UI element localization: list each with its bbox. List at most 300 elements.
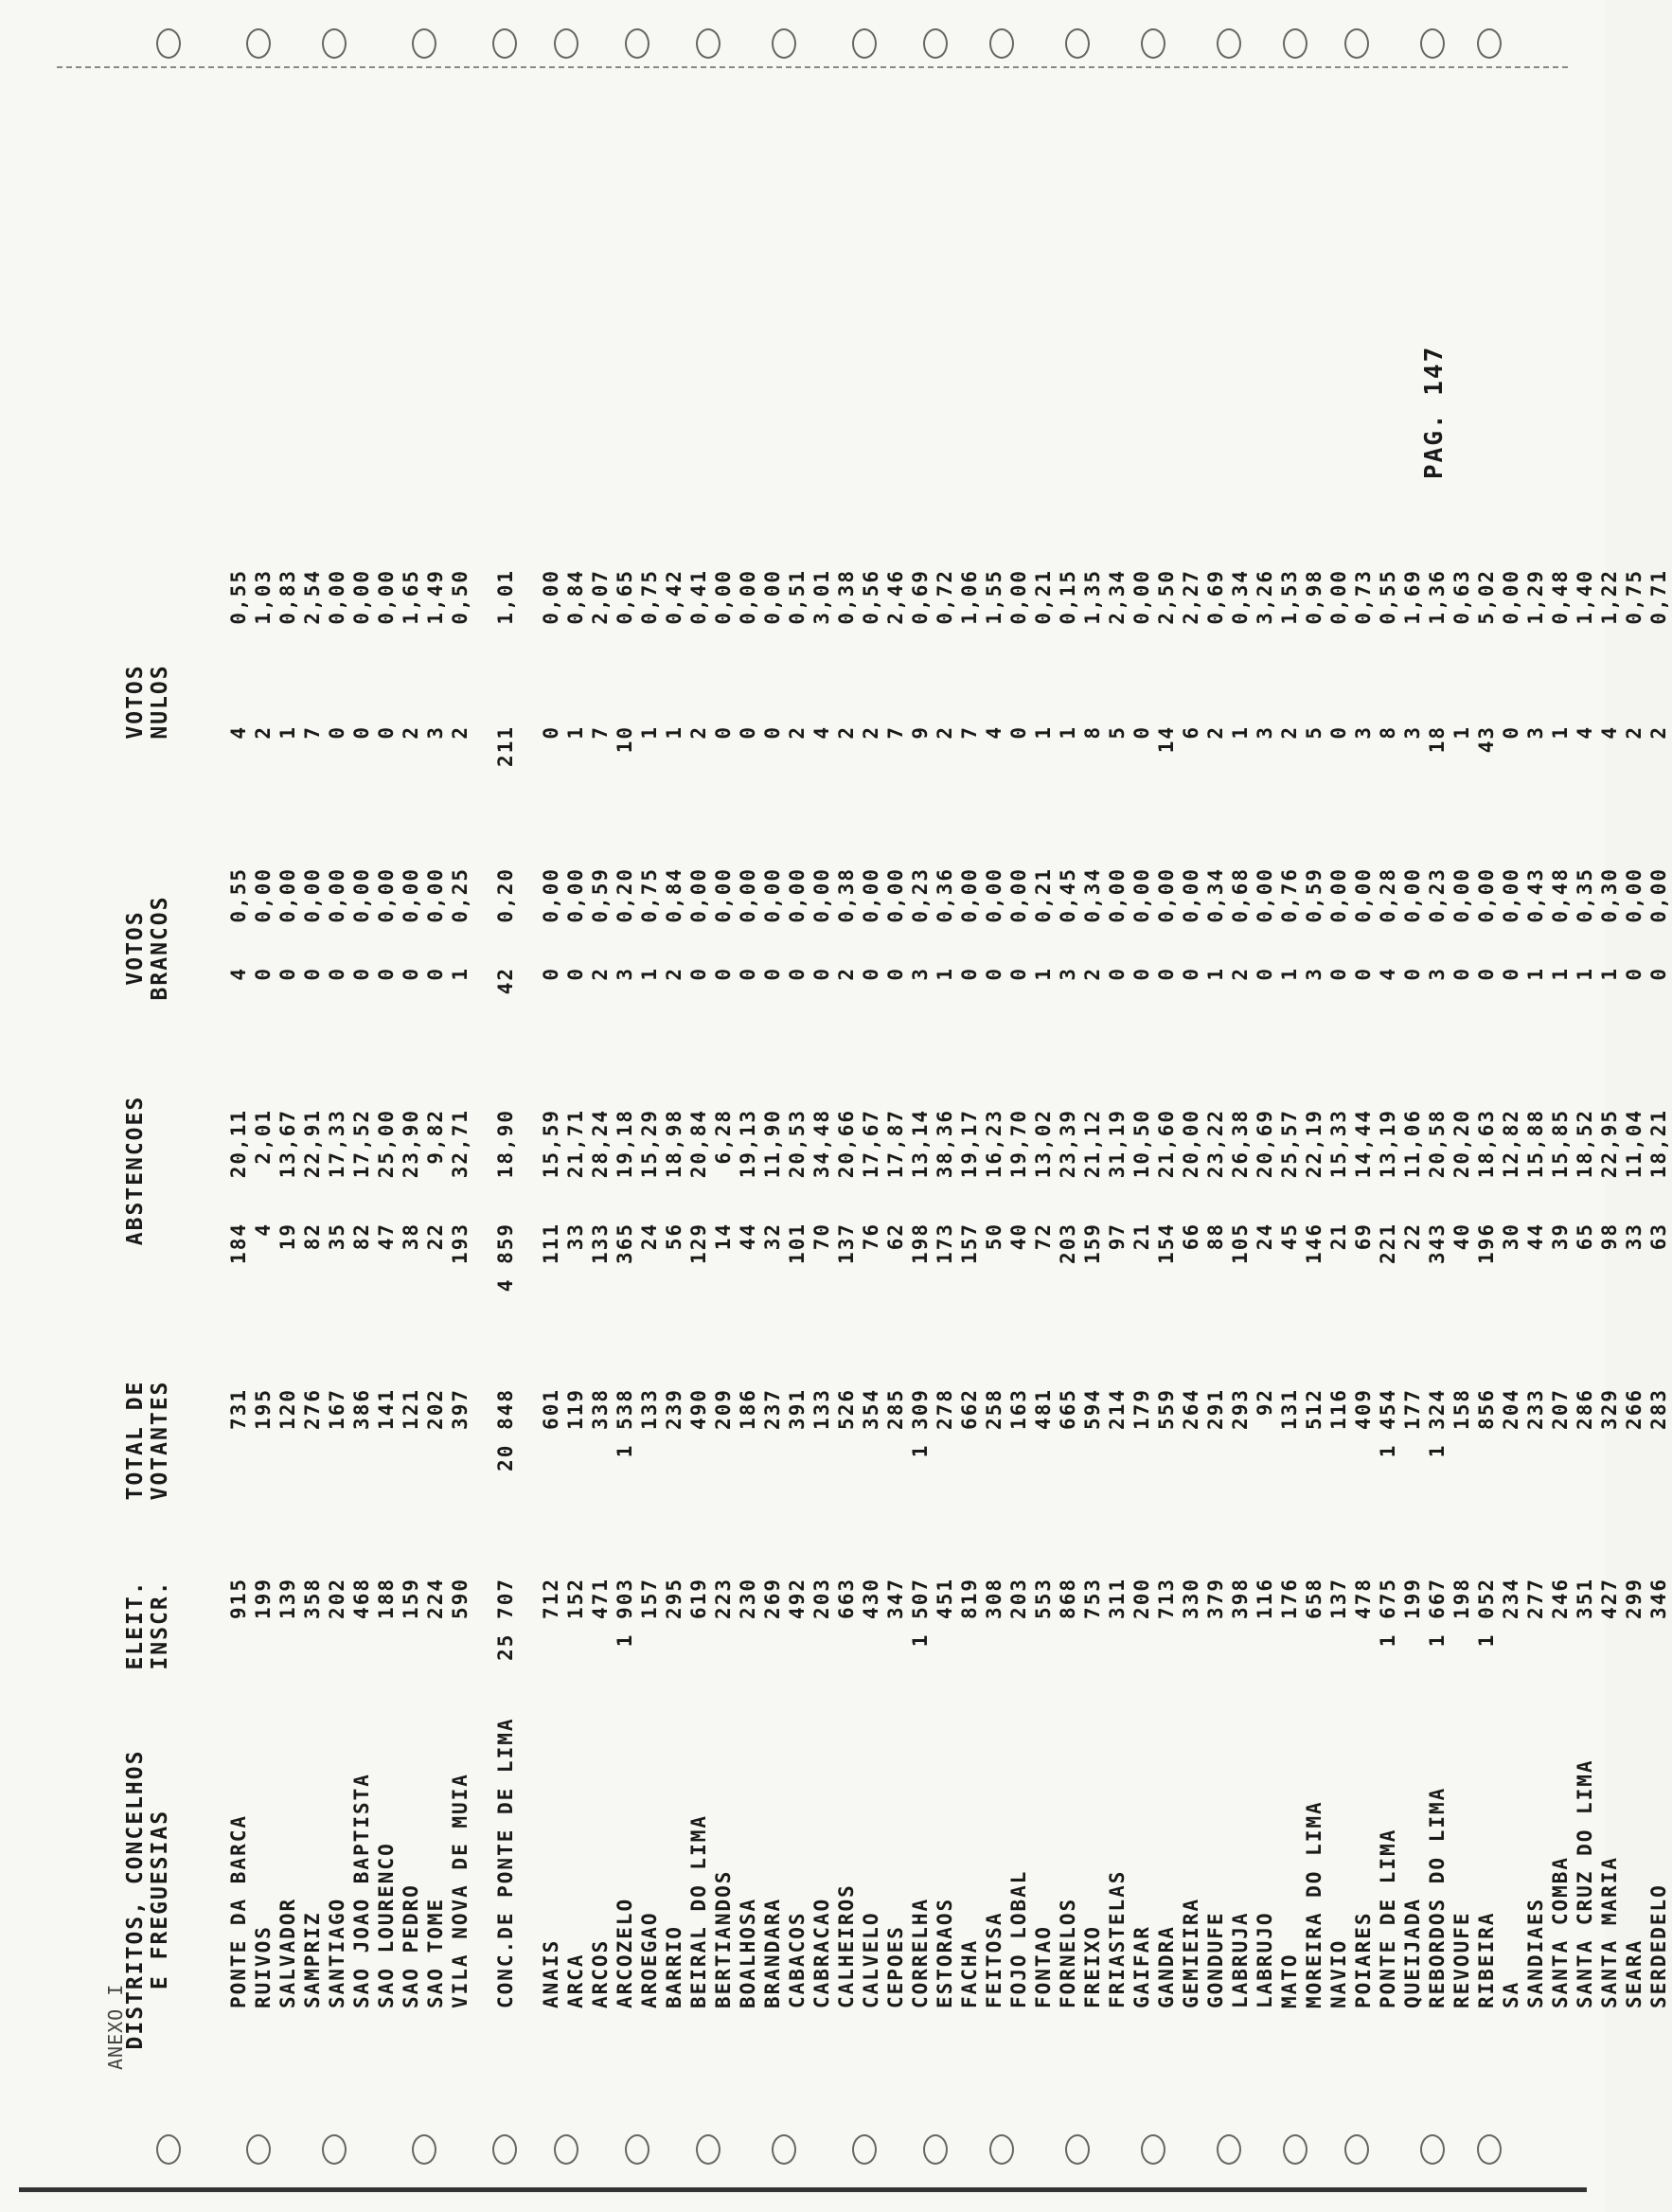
abstention-percent: 18,98: [663, 1109, 685, 1179]
abstention-percent: 6,28: [712, 1109, 735, 1165]
blank-percent: 0,28: [1377, 867, 1399, 923]
blank-votes: 0: [1327, 967, 1350, 981]
registered-voters: 203: [1007, 1578, 1030, 1619]
registered-voters: 137: [1327, 1578, 1350, 1619]
registered-voters: 176: [1278, 1578, 1301, 1619]
registered-voters: 346: [1647, 1578, 1670, 1619]
table-row: [958, 0, 983, 2212]
table-row: [1327, 0, 1352, 2212]
abstention-percent: 13,19: [1377, 1109, 1399, 1179]
abstentions: 76: [860, 1222, 882, 1251]
running-head: ANEXO I: [104, 1983, 127, 2070]
null-percent: 1,01: [494, 569, 517, 625]
total-voters: 167: [326, 1388, 348, 1430]
abstentions: 56: [663, 1222, 685, 1251]
null-percent: 0,71: [1647, 569, 1670, 625]
parish-name: FONTAO: [1032, 1925, 1055, 2008]
blank-percent: 0,36: [934, 867, 956, 923]
blank-votes: 0: [983, 967, 1005, 981]
null-percent: 1,55: [983, 569, 1005, 625]
blank-percent: 0,00: [737, 867, 759, 923]
table-row: [909, 0, 934, 2212]
blank-percent: 0,00: [1155, 867, 1178, 923]
null-votes: 2: [1204, 725, 1227, 740]
null-percent: 0,48: [1549, 569, 1572, 625]
parish-name: REBORDOS DO LIMA: [1426, 1786, 1449, 2008]
registered-voters: 430: [860, 1578, 882, 1619]
table-row: [301, 0, 326, 2212]
total-voters: 209: [712, 1388, 735, 1430]
registered-voters: 157: [638, 1578, 661, 1619]
registered-voters: 590: [449, 1578, 471, 1619]
table-row: [835, 0, 860, 2212]
page-number: PAG. 147: [1420, 345, 1449, 479]
abstention-percent: 25,57: [1278, 1109, 1301, 1179]
total-voters: 163: [1007, 1388, 1030, 1430]
null-percent: 0,84: [564, 569, 587, 625]
blank-percent: 0,00: [252, 867, 275, 923]
abstentions: 19: [276, 1222, 299, 1251]
null-votes: 4: [227, 725, 250, 740]
blank-votes: 4: [1377, 967, 1399, 981]
blank-percent: 0,00: [350, 867, 373, 923]
blank-votes: 1: [449, 967, 471, 981]
table-row: [1401, 0, 1426, 2212]
table-row: [350, 0, 375, 2212]
blank-percent: 0,00: [1475, 867, 1498, 923]
blank-votes: 0: [350, 967, 373, 981]
blank-votes: 1: [638, 967, 661, 981]
abstentions: 111: [540, 1222, 562, 1264]
blank-percent: 0,00: [375, 867, 398, 923]
null-percent: 1,53: [1278, 569, 1301, 625]
null-percent: 0,65: [614, 569, 636, 625]
total-voters: 266: [1623, 1388, 1645, 1430]
parish-name: SAMPRIZ: [301, 1911, 324, 2008]
null-percent: 1,69: [1401, 569, 1424, 625]
blank-percent: 0,00: [1401, 867, 1424, 923]
registered-voters: 200: [1130, 1578, 1153, 1619]
blank-percent: 0,00: [860, 867, 882, 923]
abstention-percent: 20,69: [1254, 1109, 1276, 1179]
blank-percent: 0,00: [1254, 867, 1276, 923]
table-row: [1106, 0, 1130, 2212]
parish-name: SAO PEDRO: [400, 1883, 422, 2008]
abstentions: 159: [1081, 1222, 1104, 1264]
table-row: [687, 0, 712, 2212]
blank-percent: 0,00: [1623, 867, 1645, 923]
null-votes: 6: [1180, 725, 1202, 740]
abstentions: 35: [326, 1222, 348, 1251]
blank-votes: 3: [1057, 967, 1079, 981]
blank-percent: 0,21: [1032, 867, 1055, 923]
blank-votes: 0: [375, 967, 398, 981]
total-voters: 116: [1327, 1388, 1350, 1430]
blank-percent: 0,75: [638, 867, 661, 923]
null-percent: 0,00: [1130, 569, 1153, 625]
null-percent: 1,29: [1524, 569, 1547, 625]
registered-voters: 1 675: [1377, 1578, 1399, 1648]
blank-votes: 1: [1204, 967, 1227, 981]
abstention-percent: 21,71: [564, 1109, 587, 1179]
blank-percent: 0,23: [1426, 867, 1449, 923]
blank-percent: 0,23: [909, 867, 932, 923]
registered-voters: 451: [934, 1578, 956, 1619]
blank-percent: 0,00: [983, 867, 1005, 923]
blank-percent: 0,00: [1647, 867, 1670, 923]
abstentions: 21: [1130, 1222, 1153, 1251]
table-row: [449, 0, 473, 2212]
registered-voters: 492: [786, 1578, 809, 1619]
blank-percent: 0,30: [1598, 867, 1621, 923]
blank-percent: 0,00: [1500, 867, 1522, 923]
null-votes: 0: [761, 725, 784, 740]
abstention-percent: 32,71: [449, 1109, 471, 1179]
table-row: [1598, 0, 1623, 2212]
blank-votes: 3: [909, 967, 932, 981]
null-percent: 1,49: [424, 569, 447, 625]
abstention-percent: 28,24: [589, 1109, 612, 1179]
total-voters: 391: [786, 1388, 809, 1430]
table-row: [424, 0, 449, 2212]
abstentions: 196: [1475, 1222, 1498, 1264]
parish-name: BOALHOSA: [737, 1897, 759, 2008]
null-votes: 0: [1130, 725, 1153, 740]
total-voters: 207: [1549, 1388, 1572, 1430]
blank-percent: 0,00: [301, 867, 324, 923]
null-votes: 7: [301, 725, 324, 740]
null-votes: 43: [1475, 725, 1498, 754]
parish-name: SANTA MARIA: [1598, 1855, 1621, 2008]
null-percent: 2,54: [301, 569, 324, 625]
registered-voters: 139: [276, 1578, 299, 1619]
registered-voters: 468: [350, 1578, 373, 1619]
null-votes: 3: [1352, 725, 1375, 740]
parish-name: BRANDARA: [761, 1897, 784, 2008]
null-votes: 1: [276, 725, 299, 740]
registered-voters: 1 052: [1475, 1578, 1498, 1648]
blank-votes: 0: [761, 967, 784, 981]
parish-name: AROEGAO: [638, 1911, 661, 2008]
parish-name: SEARA: [1623, 1938, 1645, 2008]
abstention-percent: 17,33: [326, 1109, 348, 1179]
parish-name: VILA NOVA DE MUIA: [449, 1773, 471, 2008]
null-percent: 0,42: [663, 569, 685, 625]
blank-votes: 1: [1598, 967, 1621, 981]
registered-voters: 347: [884, 1578, 907, 1619]
abstention-percent: 15,88: [1524, 1109, 1547, 1179]
parish-name: SANDIAES: [1524, 1897, 1547, 2008]
blank-votes: 0: [424, 967, 447, 981]
null-votes: 0: [1327, 725, 1350, 740]
registered-voters: 277: [1524, 1578, 1547, 1619]
abstention-percent: 20,53: [786, 1109, 809, 1179]
parish-name: GONDUFE: [1204, 1911, 1227, 2008]
null-votes: 1: [1549, 725, 1572, 740]
blank-percent: 0,84: [663, 867, 685, 923]
abstention-percent: 14,44: [1352, 1109, 1375, 1179]
abstentions: 4 859: [494, 1222, 517, 1293]
abstention-percent: 18,52: [1574, 1109, 1596, 1179]
table-row: [1549, 0, 1574, 2212]
parish-name: PONTE DE LIMA: [1377, 1828, 1399, 2008]
registered-voters: 553: [1032, 1578, 1055, 1619]
blank-percent: 0,43: [1524, 867, 1547, 923]
registered-voters: 203: [810, 1578, 833, 1619]
abstentions: 70: [810, 1222, 833, 1251]
registered-voters: 658: [1303, 1578, 1325, 1619]
total-voters: 293: [1229, 1388, 1252, 1430]
registered-voters: 269: [761, 1578, 784, 1619]
null-percent: 0,55: [1377, 569, 1399, 625]
blank-votes: 0: [540, 967, 562, 981]
blank-votes: 0: [884, 967, 907, 981]
registered-voters: 246: [1549, 1578, 1572, 1619]
null-votes: 1: [1450, 725, 1473, 740]
abstentions: 33: [1623, 1222, 1645, 1251]
abstention-percent: 22,91: [301, 1109, 324, 1179]
null-votes: 0: [737, 725, 759, 740]
blank-percent: 0,34: [1081, 867, 1104, 923]
abstentions: 14: [712, 1222, 735, 1251]
abstention-percent: 19,70: [1007, 1109, 1030, 1179]
null-votes: 211: [494, 725, 517, 767]
blank-percent: 0,00: [761, 867, 784, 923]
parish-name: CORRELHA: [909, 1897, 932, 2008]
registered-voters: 868: [1057, 1578, 1079, 1619]
blank-percent: 0,55: [227, 867, 250, 923]
parish-name: FRIASTELAS: [1106, 1869, 1129, 2008]
table-row: [589, 0, 614, 2212]
abstentions: 146: [1303, 1222, 1325, 1264]
total-voters: 285: [884, 1388, 907, 1430]
blank-votes: 0: [1450, 967, 1473, 981]
null-votes: 3: [1254, 725, 1276, 740]
registered-voters: 224: [424, 1578, 447, 1619]
registered-voters: 619: [687, 1578, 710, 1619]
abstention-percent: 2,01: [252, 1109, 275, 1165]
table-row: [1623, 0, 1647, 2212]
blank-percent: 0,76: [1278, 867, 1301, 923]
abstention-percent: 19,17: [958, 1109, 981, 1179]
table-row: [1057, 0, 1081, 2212]
abstention-percent: 10,50: [1130, 1109, 1153, 1179]
abstention-percent: 17,67: [860, 1109, 882, 1179]
abstention-percent: 20,11: [227, 1109, 250, 1179]
total-voters: 120: [276, 1388, 299, 1430]
registered-voters: 152: [564, 1578, 587, 1619]
blank-percent: 0,59: [589, 867, 612, 923]
blank-votes: 1: [1278, 967, 1301, 981]
parish-name: ESTORAOS: [934, 1897, 956, 2008]
column-header-registered: ELEIT. INSCR.: [123, 1579, 172, 1670]
null-percent: 0,00: [712, 569, 735, 625]
total-voters: 1 454: [1377, 1388, 1399, 1458]
total-voters: 354: [860, 1388, 882, 1430]
blank-percent: 0,00: [1130, 867, 1153, 923]
registered-voters: 753: [1081, 1578, 1104, 1619]
abstentions: 129: [687, 1222, 710, 1264]
abstention-percent: 20,20: [1450, 1109, 1473, 1179]
total-voters: 276: [301, 1388, 324, 1430]
blank-percent: 0,00: [958, 867, 981, 923]
blank-votes: 0: [1106, 967, 1129, 981]
blank-votes: 4: [227, 967, 250, 981]
abstentions: 39: [1549, 1222, 1572, 1251]
table-row: [540, 0, 564, 2212]
parish-name: BEIRAL DO LIMA: [687, 1813, 710, 2008]
abstention-percent: 34,48: [810, 1109, 833, 1179]
parish-name: PONTE DA BARCA: [227, 1813, 250, 2008]
null-percent: 0,72: [934, 569, 956, 625]
table-row: [1278, 0, 1303, 2212]
total-voters: 283: [1647, 1388, 1670, 1430]
abstentions: 173: [934, 1222, 956, 1264]
blank-percent: 0,00: [326, 867, 348, 923]
parish-name: CONC.DE PONTE DE LIMA: [494, 1717, 517, 2008]
abstentions: 22: [1401, 1222, 1424, 1251]
null-votes: 8: [1377, 725, 1399, 740]
parish-name: FEITOSA: [983, 1911, 1005, 2008]
registered-voters: 202: [326, 1578, 348, 1619]
null-votes: 2: [835, 725, 858, 740]
parish-name: ANAIS: [540, 1938, 562, 2008]
abstention-percent: 12,82: [1500, 1109, 1522, 1179]
total-voters: 179: [1130, 1388, 1153, 1430]
table-row: [1475, 0, 1500, 2212]
blank-votes: 42: [494, 967, 517, 995]
parish-name: FREIXO: [1081, 1925, 1104, 2008]
null-votes: 0: [326, 725, 348, 740]
blank-percent: 0,59: [1303, 867, 1325, 923]
abstention-percent: 18,90: [494, 1109, 517, 1179]
null-percent: 0,00: [761, 569, 784, 625]
abstention-percent: 20,00: [1180, 1109, 1202, 1179]
total-voters: 409: [1352, 1388, 1375, 1430]
blank-votes: 2: [1229, 967, 1252, 981]
abstention-percent: 19,13: [737, 1109, 759, 1179]
abstentions: 65: [1574, 1222, 1596, 1251]
null-percent: 3,26: [1254, 569, 1276, 625]
null-percent: 0,00: [375, 569, 398, 625]
registered-voters: 223: [712, 1578, 735, 1619]
null-percent: 0,75: [638, 569, 661, 625]
blank-votes: 2: [589, 967, 612, 981]
null-percent: 1,65: [400, 569, 422, 625]
abstentions: 203: [1057, 1222, 1079, 1264]
parish-name: LABRUJA: [1229, 1911, 1252, 2008]
blank-votes: 2: [1081, 967, 1104, 981]
registered-voters: 330: [1180, 1578, 1202, 1619]
table-row: [884, 0, 909, 2212]
table-row: [1450, 0, 1475, 2212]
abstentions: 24: [638, 1222, 661, 1251]
null-percent: 0,69: [1204, 569, 1227, 625]
column-header-null: VOTOS NULOS: [123, 664, 172, 740]
null-votes: 4: [810, 725, 833, 740]
null-percent: 0,00: [540, 569, 562, 625]
blank-votes: 1: [1524, 967, 1547, 981]
blank-percent: 0,20: [494, 867, 517, 923]
total-voters: 397: [449, 1388, 471, 1430]
total-voters: 133: [810, 1388, 833, 1430]
parish-name: RIBEIRA: [1475, 1911, 1498, 2008]
total-voters: 526: [835, 1388, 858, 1430]
blank-percent: 0,00: [810, 867, 833, 923]
abstention-percent: 23,90: [400, 1109, 422, 1179]
registered-voters: 116: [1254, 1578, 1276, 1619]
blank-percent: 0,38: [835, 867, 858, 923]
parish-name: CABRACAO: [810, 1897, 833, 2008]
parish-name: GEMIEIRA: [1180, 1897, 1202, 2008]
registered-voters: 358: [301, 1578, 324, 1619]
blank-votes: 1: [1032, 967, 1055, 981]
total-voters: 141: [375, 1388, 398, 1430]
null-percent: 2,50: [1155, 569, 1178, 625]
null-percent: 1,03: [252, 569, 275, 625]
parish-name: REVOUFE: [1450, 1911, 1473, 2008]
null-votes: 8: [1081, 725, 1104, 740]
null-votes: 4: [983, 725, 1005, 740]
null-votes: 9: [909, 725, 932, 740]
null-percent: 2,34: [1106, 569, 1129, 625]
null-votes: 2: [1278, 725, 1301, 740]
table-row: [761, 0, 786, 2212]
blank-votes: 0: [564, 967, 587, 981]
registered-voters: 379: [1204, 1578, 1227, 1619]
table-row: [1524, 0, 1549, 2212]
blank-votes: 0: [860, 967, 882, 981]
blank-votes: 0: [1623, 967, 1645, 981]
null-percent: 0,56: [860, 569, 882, 625]
null-votes: 14: [1155, 725, 1178, 754]
abstentions: 40: [1450, 1222, 1473, 1251]
null-percent: 0,00: [1500, 569, 1522, 625]
abstentions: 105: [1229, 1222, 1252, 1264]
parish-name: SANTA COMBA: [1549, 1855, 1572, 2008]
null-votes: 1: [663, 725, 685, 740]
total-voters: 1 538: [614, 1388, 636, 1458]
parish-name: POIARES: [1352, 1911, 1375, 2008]
null-percent: 0,00: [737, 569, 759, 625]
registered-voters: 398: [1229, 1578, 1252, 1619]
table-row: [1229, 0, 1254, 2212]
abstentions: 97: [1106, 1222, 1129, 1251]
registered-voters: 1 903: [614, 1578, 636, 1648]
total-voters: 559: [1155, 1388, 1178, 1430]
blank-percent: 0,00: [424, 867, 447, 923]
total-voters: 119: [564, 1388, 587, 1430]
null-votes: 3: [1524, 725, 1547, 740]
blank-percent: 0,00: [786, 867, 809, 923]
total-voters: 856: [1475, 1388, 1498, 1430]
null-percent: 0,50: [449, 569, 471, 625]
blank-percent: 0,00: [540, 867, 562, 923]
null-votes: 4: [1574, 725, 1596, 740]
registered-voters: 199: [1401, 1578, 1424, 1619]
blank-votes: 3: [614, 967, 636, 981]
blank-votes: 0: [958, 967, 981, 981]
blank-votes: 3: [1426, 967, 1449, 981]
null-votes: 3: [1401, 725, 1424, 740]
abstentions: 69: [1352, 1222, 1375, 1251]
total-voters: 601: [540, 1388, 562, 1430]
registered-voters: 471: [589, 1578, 612, 1619]
abstention-percent: 17,52: [350, 1109, 373, 1179]
abstention-percent: 11,04: [1623, 1109, 1645, 1179]
table-row: [1081, 0, 1106, 2212]
table-row: [227, 0, 252, 2212]
